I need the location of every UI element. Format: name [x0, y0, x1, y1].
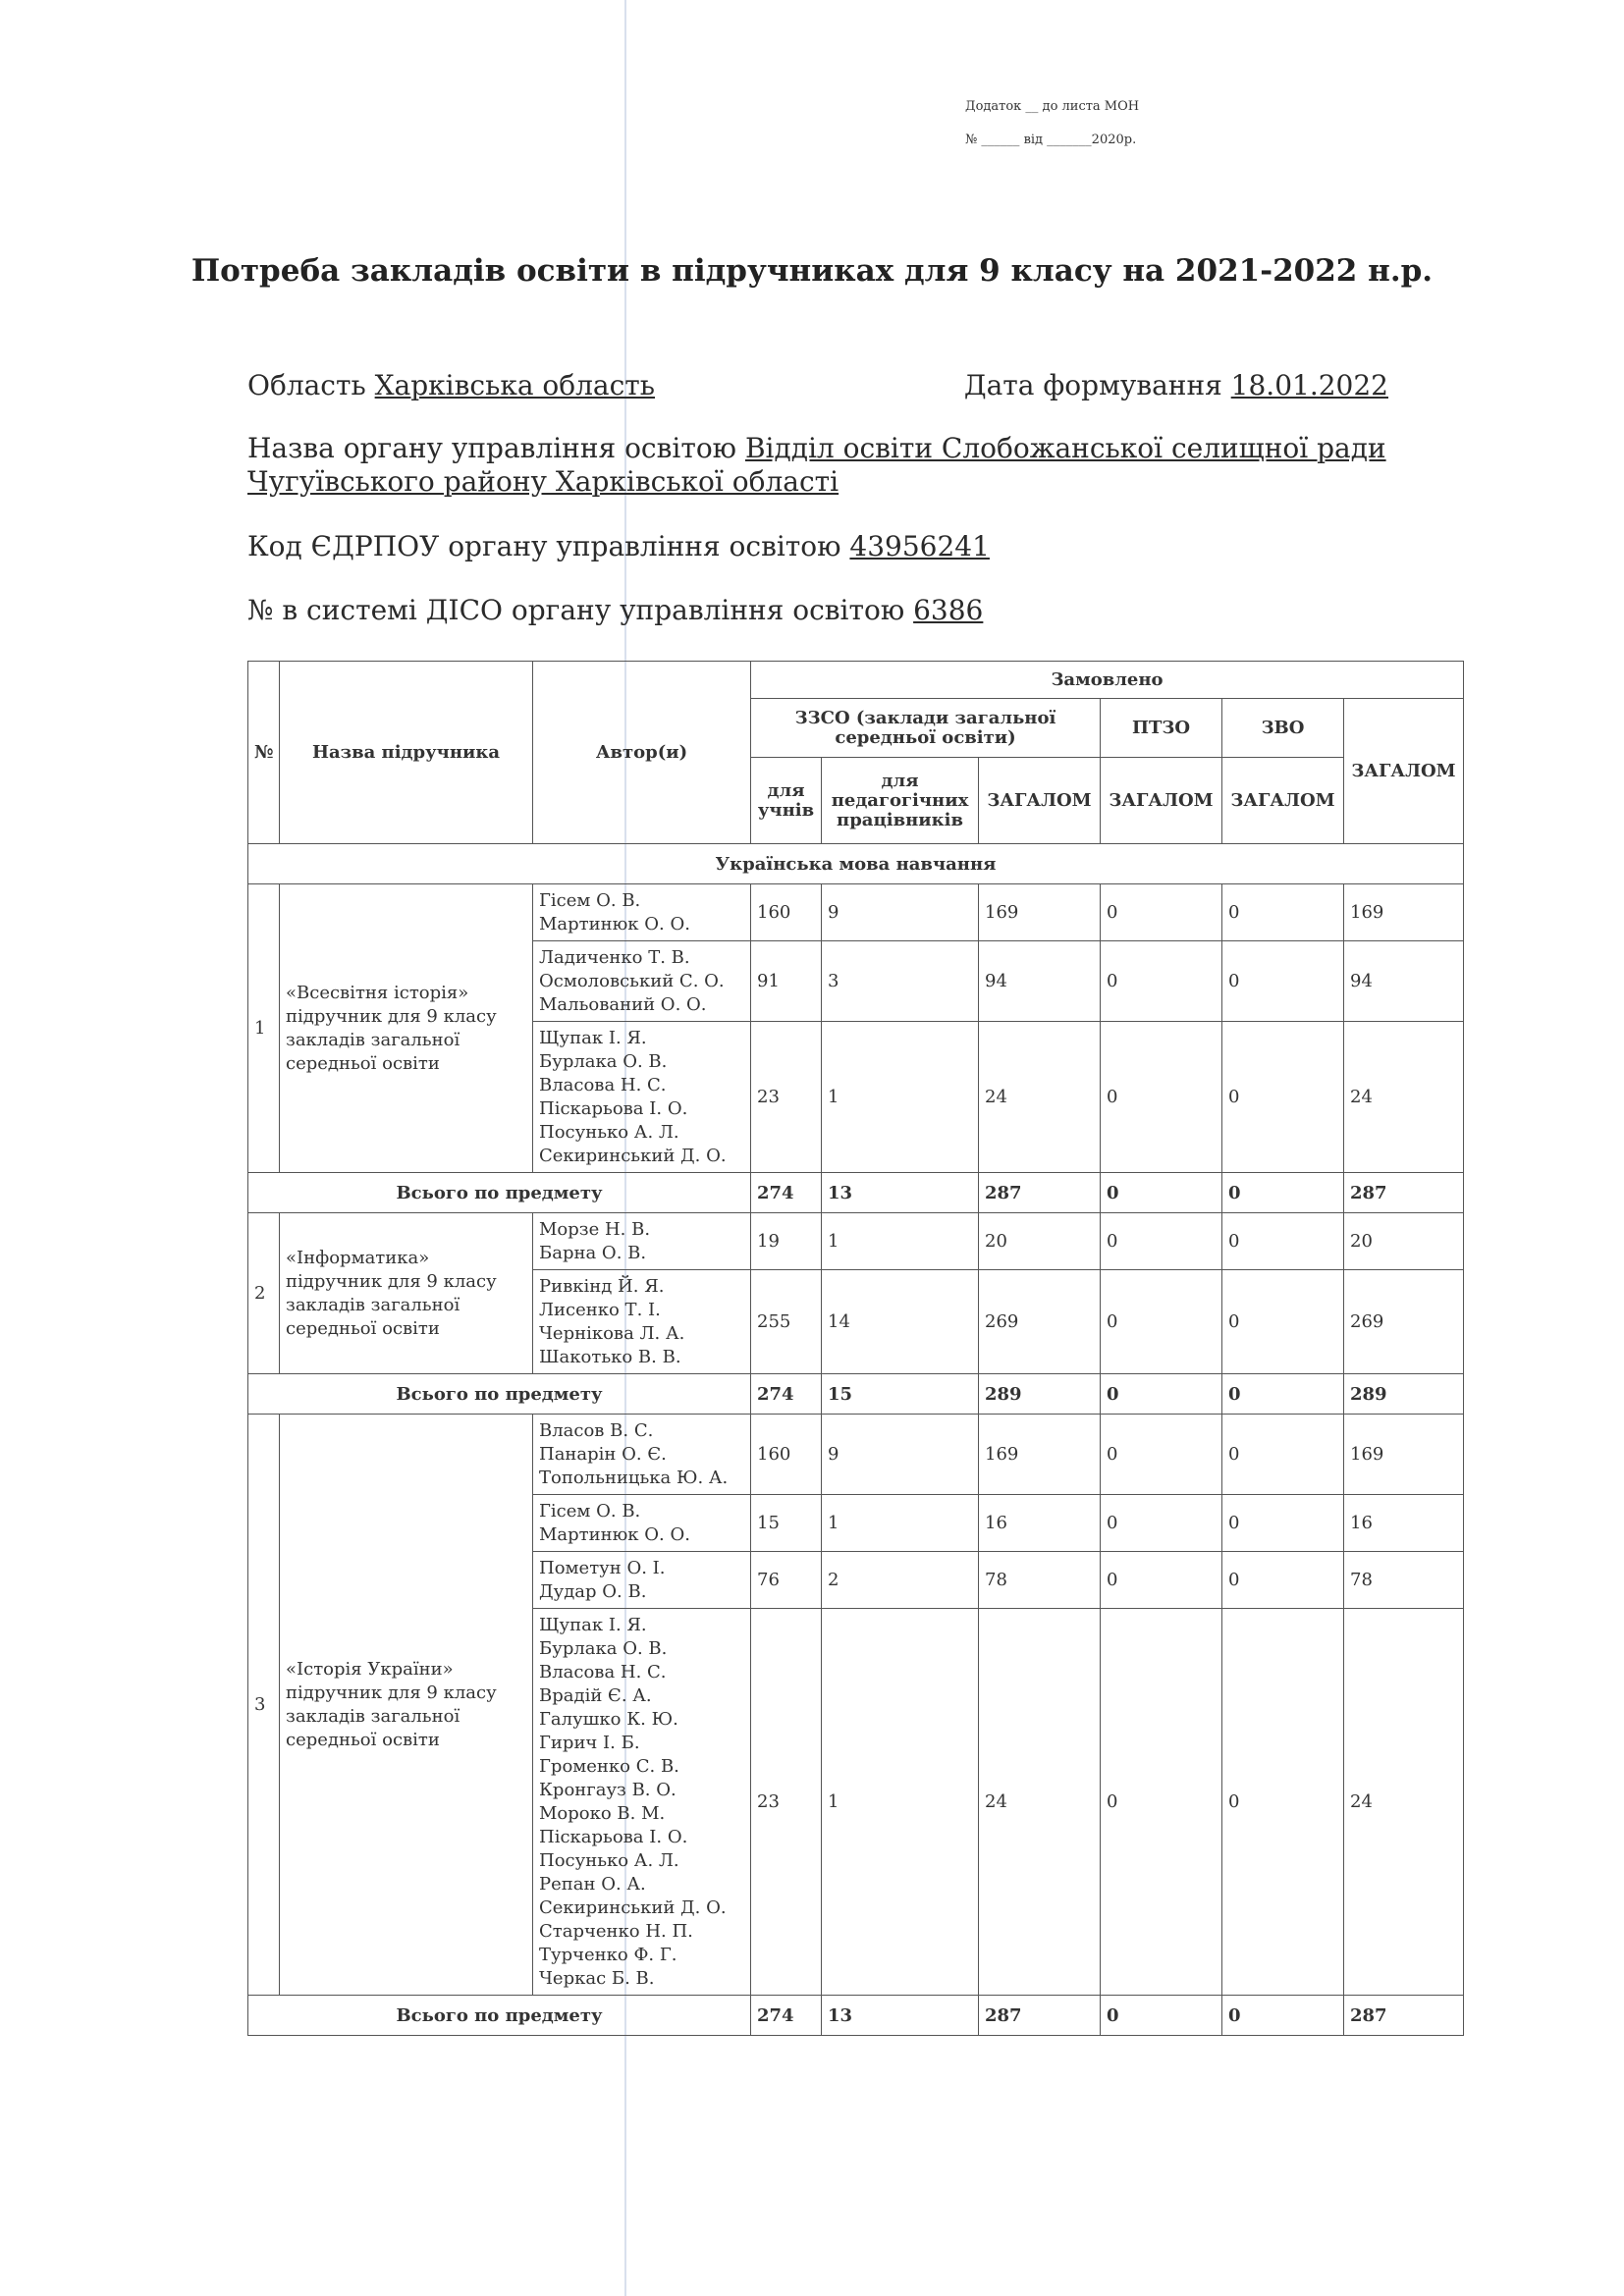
total-zvo: 0	[1222, 1374, 1344, 1415]
table-row	[248, 1415, 1464, 1495]
value-zzso-total: 269	[979, 1270, 1101, 1374]
addendum-line-1: Додаток __ до листа МОН	[965, 99, 1140, 114]
region-value: Харківська область	[374, 369, 656, 401]
author-name: Топольницька Ю. А.	[539, 1467, 729, 1488]
authors-cell	[533, 1609, 751, 1996]
value-teachers: 14	[822, 1270, 979, 1374]
value-zzso-total: 169	[979, 1415, 1101, 1495]
value-zvo: 0	[1222, 1495, 1344, 1552]
authors-cell	[533, 941, 751, 1022]
total-zvo: 0	[1222, 1996, 1344, 2036]
textbook-name: «Всесвітня історія» підручник для 9 класу закладів загальної середньої освіти	[280, 884, 533, 1173]
value-total: 78	[1344, 1552, 1464, 1609]
subject-number: 1	[248, 884, 280, 1173]
author-name: Осмоловський С. О.	[539, 970, 725, 991]
subject-total-label: Всього по предмету	[248, 1996, 751, 2036]
addendum-line-2: № ______ від _______2020р.	[965, 133, 1137, 147]
value-zvo: 0	[1222, 884, 1344, 941]
value-total: 169	[1344, 884, 1464, 941]
author-name: Репан О. А.	[539, 1873, 646, 1895]
value-ptzo: 0	[1101, 1213, 1222, 1270]
subject-number: 2	[248, 1213, 280, 1374]
header-zzso: ЗЗСО (заклади загальної середньої освіти)	[751, 699, 1101, 758]
author-name: Бурлака О. В.	[539, 1637, 668, 1659]
diso-value: 6386	[913, 594, 984, 626]
author-name: Пометун О. І.	[539, 1557, 666, 1578]
value-zvo: 0	[1222, 1415, 1344, 1495]
value-students: 160	[751, 1415, 822, 1495]
author-name: Піскарьова І. О.	[539, 1097, 688, 1119]
author-name: Турченко Ф. Г.	[539, 1944, 677, 1965]
value-ptzo: 0	[1101, 1022, 1222, 1173]
value-zzso-total: 20	[979, 1213, 1101, 1270]
author-name: Галушко К. Ю.	[539, 1708, 678, 1730]
subject-total-label: Всього по предмету	[248, 1374, 751, 1415]
value-total: 24	[1344, 1022, 1464, 1173]
total-zzso-total: 289	[979, 1374, 1101, 1415]
value-ptzo: 0	[1101, 884, 1222, 941]
author-name: Громенко С. В.	[539, 1755, 679, 1777]
value-students: 76	[751, 1552, 822, 1609]
author-name: Панарін О. Є.	[539, 1443, 667, 1465]
value-total: 169	[1344, 1415, 1464, 1495]
header-num: №	[248, 662, 280, 844]
table-row	[248, 884, 1464, 941]
value-total: 94	[1344, 941, 1464, 1022]
header-zvo: ЗВО	[1222, 699, 1344, 758]
author-name: Власова Н. С.	[539, 1074, 667, 1095]
subject-total-row	[248, 1996, 1464, 2036]
value-total: 269	[1344, 1270, 1464, 1374]
author-name: Лисенко Т. І.	[539, 1299, 661, 1320]
author-name: Бурлака О. В.	[539, 1050, 668, 1072]
value-ptzo: 0	[1101, 1495, 1222, 1552]
date-field	[964, 369, 1388, 402]
value-zzso-total: 16	[979, 1495, 1101, 1552]
value-teachers: 1	[822, 1495, 979, 1552]
value-teachers: 9	[822, 884, 979, 941]
author-name: Щупак І. Я.	[539, 1027, 647, 1048]
author-name: Гісем О. В.	[539, 1500, 641, 1522]
author-name: Власова Н. С.	[539, 1661, 667, 1682]
value-zvo: 0	[1222, 1609, 1344, 1996]
value-teachers: 2	[822, 1552, 979, 1609]
date-value: 18.01.2022	[1230, 369, 1388, 401]
authority-value: Відділ освіти Слобожанської селищної ради Чугуївського району Харківської області	[247, 432, 1386, 498]
value-ptzo: 0	[1101, 941, 1222, 1022]
header-students: для учнів	[751, 758, 822, 844]
value-total: 20	[1344, 1213, 1464, 1270]
edrpou-label: Код ЄДРПОУ органу управління освітою	[247, 530, 841, 562]
header-teachers: для педагогічних працівників	[822, 758, 979, 844]
authors-cell	[533, 1495, 751, 1552]
author-name: Мартинюк О. О.	[539, 1523, 690, 1545]
author-name: Врадій Є. А.	[539, 1684, 652, 1706]
author-name: Посунько А. Л.	[539, 1121, 679, 1143]
header-total: ЗАГАЛОМ	[1344, 699, 1464, 844]
author-name: Ладиченко Т. В.	[539, 946, 690, 968]
header-ptzo: ПТЗО	[1101, 699, 1222, 758]
textbook-name: «Історія України» підручник для 9 класу закладів загальної середньої освіти	[280, 1415, 533, 1996]
total-total: 287	[1344, 1173, 1464, 1213]
value-ptzo: 0	[1101, 1415, 1222, 1495]
header-zvo-total: ЗАГАЛОМ	[1222, 758, 1344, 844]
value-total: 16	[1344, 1495, 1464, 1552]
author-name: Власов В. С.	[539, 1419, 654, 1441]
authors-cell	[533, 1415, 751, 1495]
total-teachers: 13	[822, 1996, 979, 2036]
value-zvo: 0	[1222, 941, 1344, 1022]
value-students: 23	[751, 1022, 822, 1173]
edrpou-value: 43956241	[849, 530, 990, 562]
total-zvo: 0	[1222, 1173, 1344, 1213]
value-teachers: 9	[822, 1415, 979, 1495]
value-students: 15	[751, 1495, 822, 1552]
author-name: Мальований О. О.	[539, 993, 707, 1015]
value-students: 23	[751, 1609, 822, 1996]
edrpou-field	[247, 530, 1455, 563]
author-name: Гирич І. Б.	[539, 1732, 640, 1753]
author-name: Шакотько В. В.	[539, 1346, 681, 1367]
author-name: Мороко В. М.	[539, 1802, 666, 1824]
total-teachers: 13	[822, 1173, 979, 1213]
total-zzso-total: 287	[979, 1173, 1101, 1213]
author-name: Старченко Н. П.	[539, 1920, 693, 1942]
total-zzso-total: 287	[979, 1996, 1101, 2036]
authority-field	[247, 432, 1455, 499]
header-book: Назва підручника	[280, 662, 533, 844]
subject-total-label: Всього по предмету	[248, 1173, 751, 1213]
total-total: 289	[1344, 1374, 1464, 1415]
value-zvo: 0	[1222, 1270, 1344, 1374]
textbook-order-table	[247, 661, 1464, 2036]
addendum-note	[965, 90, 1139, 157]
subject-number: 3	[248, 1415, 280, 1996]
total-students: 274	[751, 1996, 822, 2036]
total-total: 287	[1344, 1996, 1464, 2036]
total-ptzo: 0	[1101, 1996, 1222, 2036]
author-name: Секиринський Д. О.	[539, 1896, 727, 1918]
author-name: Щупак І. Я.	[539, 1614, 647, 1635]
value-zzso-total: 78	[979, 1552, 1101, 1609]
header-ptzo-total: ЗАГАЛОМ	[1101, 758, 1222, 844]
author-name: Посунько А. Л.	[539, 1849, 679, 1871]
value-total: 24	[1344, 1609, 1464, 1996]
total-students: 274	[751, 1173, 822, 1213]
author-name: Черкас Б. В.	[539, 1967, 655, 1989]
authority-label: Назва органу управління освітою	[247, 432, 737, 464]
value-teachers: 3	[822, 941, 979, 1022]
section-label: Українська мова навчання	[248, 844, 1464, 884]
region-label: Область	[247, 369, 366, 401]
authors-cell	[533, 1022, 751, 1173]
total-ptzo: 0	[1101, 1374, 1222, 1415]
authors-cell	[533, 1213, 751, 1270]
value-ptzo: 0	[1101, 1552, 1222, 1609]
subject-total-row	[248, 1173, 1464, 1213]
region-field	[247, 369, 655, 402]
section-row	[248, 844, 1464, 884]
diso-field	[247, 594, 1455, 627]
total-students: 274	[751, 1374, 822, 1415]
value-teachers: 1	[822, 1022, 979, 1173]
value-zvo: 0	[1222, 1022, 1344, 1173]
author-name: Секиринський Д. О.	[539, 1145, 727, 1166]
author-name: Мартинюк О. О.	[539, 913, 690, 934]
value-students: 91	[751, 941, 822, 1022]
value-zvo: 0	[1222, 1552, 1344, 1609]
author-name: Морзе Н. В.	[539, 1218, 651, 1240]
header-authors: Автор(и)	[533, 662, 751, 844]
diso-label: № в системі ДІСО органу управління освітою	[247, 594, 905, 626]
value-zzso-total: 94	[979, 941, 1101, 1022]
header-ordered: Замовлено	[751, 662, 1464, 699]
subject-total-row	[248, 1374, 1464, 1415]
textbook-name: «Інформатика» підручник для 9 класу закладів загальної середньої освіти	[280, 1213, 533, 1374]
authors-cell	[533, 1552, 751, 1609]
author-name: Чернікова Л. А.	[539, 1322, 685, 1344]
value-students: 255	[751, 1270, 822, 1374]
authors-cell	[533, 884, 751, 941]
date-label: Дата формування	[963, 369, 1222, 401]
value-ptzo: 0	[1101, 1609, 1222, 1996]
document-title: Потреба закладів освіти в підручниках для 9 класу на 2021-2022 н.р.	[190, 253, 1434, 289]
author-name: Барна О. В.	[539, 1242, 647, 1263]
value-zzso-total: 24	[979, 1022, 1101, 1173]
total-teachers: 15	[822, 1374, 979, 1415]
value-zzso-total: 24	[979, 1609, 1101, 1996]
value-teachers: 1	[822, 1213, 979, 1270]
author-name: Гісем О. В.	[539, 889, 641, 911]
value-students: 160	[751, 884, 822, 941]
value-students: 19	[751, 1213, 822, 1270]
author-name: Піскарьова І. О.	[539, 1826, 688, 1847]
header-zzso-total: ЗАГАЛОМ	[979, 758, 1101, 844]
author-name: Ривкінд Й. Я.	[539, 1275, 665, 1297]
author-name: Дудар О. В.	[539, 1580, 647, 1602]
total-ptzo: 0	[1101, 1173, 1222, 1213]
value-teachers: 1	[822, 1609, 979, 1996]
author-name: Кронгауз В. О.	[539, 1779, 677, 1800]
value-zzso-total: 169	[979, 884, 1101, 941]
authors-cell	[533, 1270, 751, 1374]
value-zvo: 0	[1222, 1213, 1344, 1270]
table-row	[248, 1213, 1464, 1270]
value-ptzo: 0	[1101, 1270, 1222, 1374]
region-date-row	[247, 369, 1455, 402]
